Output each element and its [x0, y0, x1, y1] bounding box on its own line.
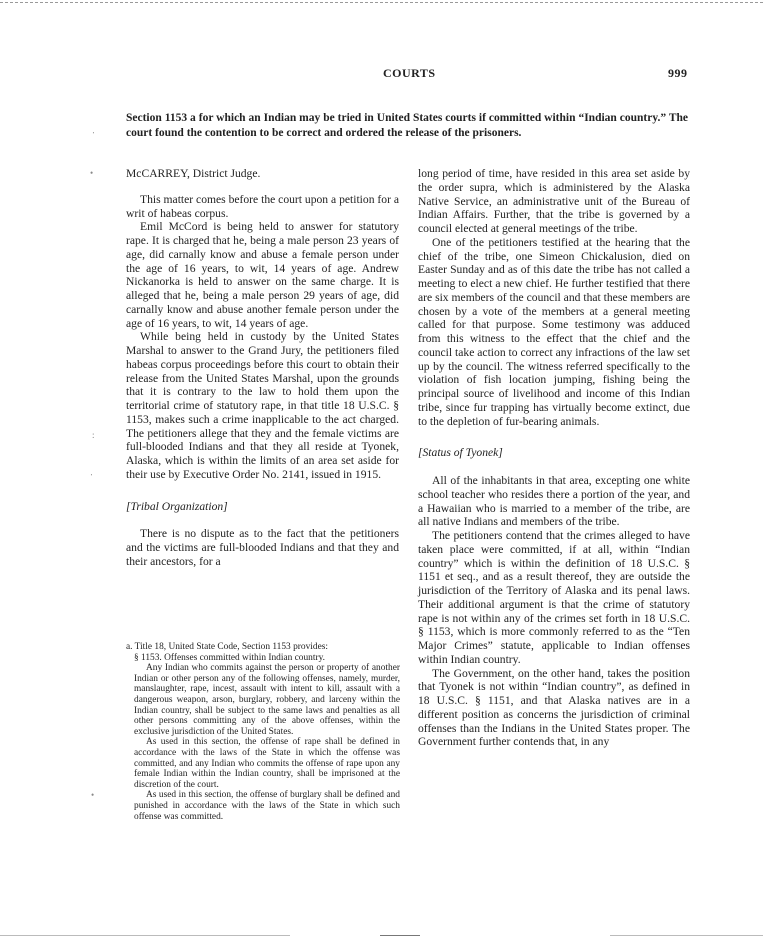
bottom-border — [610, 935, 763, 936]
running-head: COURTS — [383, 66, 436, 80]
page-number: 999 — [668, 66, 688, 80]
footnote-line: As used in this section, the offense of burglary shall be defined and punished in accordance with the laws of the State in which such offense was committed. — [134, 790, 400, 822]
margin-mark: • — [91, 790, 95, 800]
paragraph: One of the petitioners testified at the hearing that the chief of the tribe, one Simeon Chickalusion, died on Easter Sunday and as of this date the tribe has not called a meeting to elect a new chief. He further testified that there are six members of the council and that these members are chosen by a vote of the members at a general meeting called for that purpose. Some testimony was adduced from this witness to the effect that the chief and the council take action to correct any infractions of the law set up by the council. The witness referred specifically to the violation of fish location jumping, fishing being the principal source of livelihood and income of this Indian tribe, since fur trapping has virtually become extinct, due to the depletion of fur-bearing animals. — [418, 235, 690, 428]
section-heading: [Tribal Organization] — [126, 499, 228, 513]
paragraph: long period of time, have resided in this area set aside by the order supra, which is administered by the Alaska Native Service, an administrative unit of the Bureau of Indian Affairs. Further, that the tribe is governed by a council elected at general meetings of the tribe. — [418, 167, 690, 235]
margin-mark: ‧ — [92, 128, 95, 138]
bottom-border — [380, 935, 420, 936]
paragraph: This matter comes before the court upon a petition for a writ of habeas corpus. — [126, 192, 399, 220]
left-column — [126, 167, 399, 569]
margin-mark: ‧ — [90, 470, 93, 480]
footnote-line: a. Title 18, United State Code, Section 1153 provides: — [126, 642, 328, 652]
paragraph: There is no dispute as to the fact that the petitioners and the victims are full-blooded Indians and that they and their ancestors, for a — [126, 527, 399, 568]
paragraph: All of the inhabitants in that area, excepting one white school teacher who resides there a portion of the year, and a Hawaiian who is married to a member of the tribe, are all native Indians and members of the tribe. — [418, 474, 690, 529]
paragraph: The petitioners contend that the crimes alleged to have taken place were committed, if at all, within “Indian country” which is within the definition of 18 U.S.C. § 1151 et seq., and as a result thereof, they are outside the jurisdiction of the Territory of Alaska and its penal laws. Their additional argument is that the crime of statutory rape is not within any of the crimes set forth in 18 U.S.C. § 1153, which is more commonly referred to as the “Ten Major Crimes” statute, applicable to Indian offenses within Indian country. — [418, 529, 690, 666]
top-border — [0, 2, 763, 3]
paragraph: The Government, on the other hand, takes the position that Tyonek is not within “Indian country”, as defined in 18 U.S.C. § 1151, and that Alaska natives are in a different position as concerns the jurisdiction of criminal offenses than the Indians in the United States proper. The Government further contends that, in any — [418, 666, 690, 749]
right-column — [418, 167, 690, 749]
footnote — [126, 642, 400, 822]
margin-mark: • — [90, 168, 94, 178]
margin-mark: : — [92, 430, 95, 440]
bottom-border — [0, 935, 290, 936]
footnote-line: Any Indian who commits against the person or property of another Indian or other person any of the following offenses, namely, murder, manslaughter, rape, incest, assault with intent to kill, assault with a dangerous weapon, arson, burglary, robbery, and larceny within the Indian country, shall be subject to the same laws and penalties as all other persons committing any of the above offenses, within the exclusive jurisdiction of the United States. — [134, 663, 400, 737]
section-heading: [Status of Tyonek] — [418, 446, 503, 460]
judge-name: McCARREY, District Judge. — [126, 167, 261, 180]
syllabus: Section 1153 a for which an Indian may be tried in United States courts if committed within “Indian country.” The court found the contention to be correct and ordered the release of the prisoners. — [126, 112, 688, 139]
paragraph: Emil McCord is being held to answer for statutory rape. It is charged that he, being a male person 23 years of age, did carnally know and abuse a female person under the age of 16 years, to wit, 14 years of age. Andrew Nickanorka is held to answer on the same charge. It is alleged that he, being a male person 29 years of age, did carnally know and abuse another female person under the age of 16 years, to wit, 14 years of age. — [126, 220, 399, 330]
footnote-line: § 1153. Offenses committed within Indian country. — [134, 652, 326, 663]
paragraph: While being held in custody by the United States Marshal to answer to the Grand Jury, the petitioners filed habeas corpus proceedings before this court to obtain their release from the United States Marshal, upon the grounds that it is contrary to the law to hold them upon the territorial crime of statutory rape, in that title 18 U.S.C. § 1153, makes such a crime inapplicable to the act charged. The petitioners allege that they and the female victims are full-blooded Indians and that they all reside at Tyonek, Alaska, which is within the limits of an area set aside for their use by Executive Order No. 2141, issued in 1915. — [126, 330, 399, 481]
footnote-line: As used in this section, the offense of rape shall be defined in accordance with the laws of the State in which the offense was committed, and any Indian who commits the offense of rape upon any female Indian within the Indian country, shall be imprisoned at the discretion of the court. — [134, 737, 400, 790]
